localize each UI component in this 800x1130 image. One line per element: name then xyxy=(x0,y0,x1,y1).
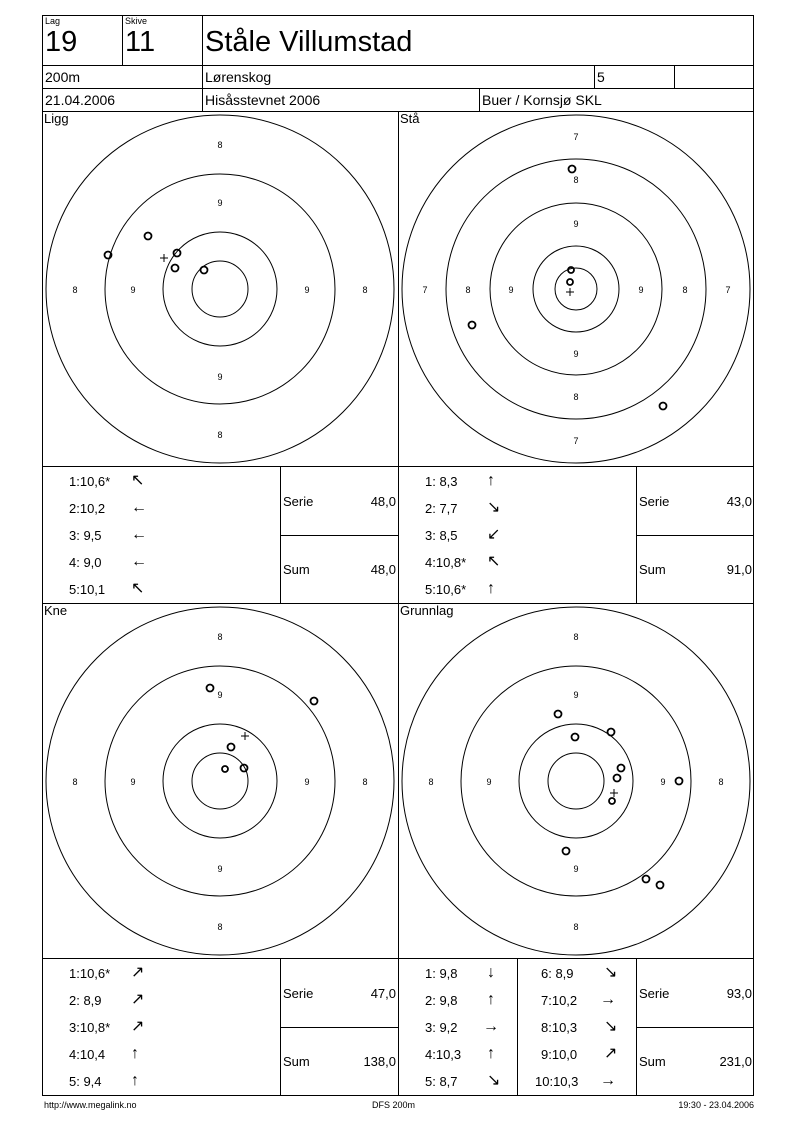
serie-label: Serie xyxy=(639,494,670,509)
target-sta-ring-labels xyxy=(422,132,730,446)
target-ligg-center-mark xyxy=(160,254,168,262)
shot-hole xyxy=(222,766,228,772)
ring-label: 8 xyxy=(362,285,368,295)
target-title: Ligg xyxy=(44,111,69,126)
ring-label: 9 xyxy=(573,349,579,359)
direction-arrow-icon: ← xyxy=(131,526,147,543)
ring-label: 8 xyxy=(573,632,579,642)
ring-label: 8 xyxy=(72,285,78,295)
shot-hole xyxy=(241,765,248,772)
shot-score: 5: 9,4 xyxy=(69,1074,102,1089)
ring-label: 9 xyxy=(638,285,644,295)
direction-arrow-icon: ↖ xyxy=(131,472,145,489)
sum-label: Sum xyxy=(283,562,310,577)
serie-label: Serie xyxy=(639,986,670,1001)
sum-value: 231,0 xyxy=(719,1054,752,1069)
ring-label: 9 xyxy=(508,285,514,295)
shot-score: 2: 7,7 xyxy=(425,501,458,516)
target-ligg xyxy=(46,115,394,463)
ring-label: 8 xyxy=(573,392,579,402)
target-sta-hits xyxy=(469,166,667,410)
ring-label: 9 xyxy=(304,285,310,295)
ring-label: 9 xyxy=(217,690,223,700)
shot-hole xyxy=(567,279,573,285)
ring-label: 9 xyxy=(573,864,579,874)
shooter-name: Ståle Villumstad xyxy=(205,26,413,58)
shot-hole xyxy=(145,233,152,240)
date: 21.04.2006 xyxy=(45,92,116,108)
shot-score: 3: 9,5 xyxy=(69,528,102,543)
target-grunnlag-ring-labels xyxy=(428,632,723,932)
shot-score: 1: 8,3 xyxy=(425,474,458,489)
direction-arrow-icon: ↑ xyxy=(487,1045,495,1062)
shot-score: 1:10,6* xyxy=(69,474,111,489)
target-grunnlag-center-mark xyxy=(610,789,618,797)
serie-value: 48,0 xyxy=(370,494,396,509)
ring-label: 8 xyxy=(428,777,434,787)
shot-score: 6: 8,9 xyxy=(541,966,574,981)
ring-label: 9 xyxy=(130,777,136,787)
target-kne-center-mark xyxy=(241,732,249,740)
shot-score: 3: 9,2 xyxy=(425,1020,458,1035)
distance: 200m xyxy=(45,69,81,85)
shot-score: 4: 9,0 xyxy=(69,555,102,570)
ring-label: 8 xyxy=(573,175,579,185)
serie-label: Serie xyxy=(283,986,314,1001)
target-kne-hits xyxy=(207,685,318,773)
place: Lørenskog xyxy=(205,69,272,85)
direction-arrow-icon: ← xyxy=(131,553,147,570)
shot-hole xyxy=(172,265,179,272)
ring-label: 8 xyxy=(465,285,471,295)
ring-label: 7 xyxy=(422,285,428,295)
shot-score: 2: 8,9 xyxy=(69,993,102,1008)
direction-arrow-icon: ↘ xyxy=(487,499,501,516)
ring-label: 9 xyxy=(217,372,223,382)
ring-label: 8 xyxy=(682,285,688,295)
serie-value: 43,0 xyxy=(726,494,752,509)
grid-lines xyxy=(42,15,754,1096)
ring-label: 8 xyxy=(217,922,223,932)
sum-value: 91,0 xyxy=(726,562,752,577)
shot-hole xyxy=(568,267,574,273)
target-ligg-ring-labels xyxy=(72,140,367,440)
lag-label: Lag xyxy=(45,16,61,26)
shot-score: 7:10,2 xyxy=(541,993,578,1008)
direction-arrow-icon: → xyxy=(600,1072,616,1089)
direction-arrow-icon: → xyxy=(600,991,616,1008)
shot-hole xyxy=(660,403,667,410)
shot-hole xyxy=(608,729,615,736)
shot-score: 5:10,6* xyxy=(425,582,467,597)
shot-hole xyxy=(207,685,214,692)
shot-hole xyxy=(469,322,476,329)
ring-label: 9 xyxy=(573,690,579,700)
sum-value: 138,0 xyxy=(363,1054,396,1069)
shot-hole xyxy=(572,734,579,741)
sum-label: Sum xyxy=(639,1054,666,1069)
direction-arrow-icon: ↑ xyxy=(487,580,495,597)
sum-label: Sum xyxy=(639,562,666,577)
shot-hole xyxy=(311,698,318,705)
ring-label: 8 xyxy=(217,430,223,440)
serie-value: 93,0 xyxy=(726,986,752,1001)
shot-score: 3: 8,5 xyxy=(425,528,458,543)
target-title: Kne xyxy=(44,603,68,618)
shot-score: 4:10,8* xyxy=(425,555,467,570)
footer-url[interactable]: http://www.megalink.no xyxy=(44,1100,137,1110)
direction-arrow-icon: ↑ xyxy=(487,472,495,489)
ring-label: 9 xyxy=(660,777,666,787)
class-value: 5 xyxy=(597,69,605,85)
ring-label: 8 xyxy=(362,777,368,787)
direction-arrow-icon: ↑ xyxy=(131,1045,139,1062)
ring-label: 9 xyxy=(573,219,579,229)
shot-score: 1:10,6* xyxy=(69,966,111,981)
direction-arrow-icon: ↘ xyxy=(487,1072,501,1089)
club-name: Buer / Kornsjø SKL xyxy=(482,92,602,108)
direction-arrow-icon: ← xyxy=(131,499,147,516)
direction-arrow-icon: ↗ xyxy=(131,964,145,981)
ring-label: 8 xyxy=(217,632,223,642)
direction-arrow-icon: → xyxy=(483,1018,499,1035)
skive-label: Skive xyxy=(125,16,148,26)
shot-score: 9:10,0 xyxy=(541,1047,578,1062)
shot-hole xyxy=(201,267,208,274)
ring-label: 7 xyxy=(573,436,579,446)
target-title: Grunnlag xyxy=(400,603,454,618)
direction-arrow-icon: ↘ xyxy=(604,964,618,981)
footer-timestamp: 19:30 - 23.04.2006 xyxy=(678,1100,754,1110)
ring-label: 8 xyxy=(573,922,579,932)
shot-score: 2:10,2 xyxy=(69,501,106,516)
direction-arrow-icon: ↑ xyxy=(131,1072,139,1089)
event-name: Hisåsstevnet 2006 xyxy=(205,92,321,108)
sum-value: 48,0 xyxy=(370,562,396,577)
shot-score: 5:10,1 xyxy=(69,582,106,597)
shot-hole xyxy=(609,798,615,804)
ring-label: 9 xyxy=(486,777,492,787)
sum-label: Sum xyxy=(283,1054,310,1069)
ring-label: 9 xyxy=(217,864,223,874)
shot-score: 4:10,4 xyxy=(69,1047,106,1062)
shot-hole xyxy=(618,765,625,772)
target-grunnlag xyxy=(402,607,750,955)
shot-score: 3:10,8* xyxy=(69,1020,111,1035)
serie-label: Serie xyxy=(283,494,314,509)
target-kne xyxy=(46,607,394,955)
ring-label: 7 xyxy=(725,285,731,295)
direction-arrow-icon: ↑ xyxy=(487,991,495,1008)
ring-label: 9 xyxy=(130,285,136,295)
shot-hole xyxy=(228,744,235,751)
target-grunnlag-hits xyxy=(555,711,683,889)
direction-arrow-icon: ↖ xyxy=(131,580,145,597)
serie-value: 47,0 xyxy=(370,986,396,1001)
shot-hole xyxy=(563,848,570,855)
shot-hole xyxy=(676,778,683,785)
direction-arrow-icon: ↖ xyxy=(487,553,501,570)
target-title: Stå xyxy=(400,111,420,126)
skive-value: 11 xyxy=(125,26,156,58)
lag-value: 19 xyxy=(45,26,78,58)
direction-arrow-icon: ↗ xyxy=(604,1045,618,1062)
ring-label: 7 xyxy=(573,132,579,142)
ring-label: 9 xyxy=(217,198,223,208)
shot-hole xyxy=(569,166,576,173)
direction-arrow-icon: ↙ xyxy=(487,526,501,543)
shot-score: 5: 8,7 xyxy=(425,1074,458,1089)
ring-label: 8 xyxy=(718,777,724,787)
direction-arrow-icon: ↓ xyxy=(487,964,495,981)
shot-score: 1: 9,8 xyxy=(425,966,458,981)
shot-hole xyxy=(555,711,562,718)
shot-hole xyxy=(657,882,664,889)
direction-arrow-icon: ↘ xyxy=(604,1018,618,1035)
footer-program: DFS 200m xyxy=(372,1100,416,1110)
shot-score: 10:10,3 xyxy=(535,1074,579,1089)
direction-arrow-icon: ↗ xyxy=(131,991,145,1008)
direction-arrow-icon: ↗ xyxy=(131,1018,145,1035)
ring-label: 9 xyxy=(304,777,310,787)
target-ligg-hits xyxy=(105,233,208,274)
shot-score: 8:10,3 xyxy=(541,1020,578,1035)
target-kne-ring-labels xyxy=(72,632,367,932)
shot-hole xyxy=(174,250,181,257)
shot-hole xyxy=(643,876,650,883)
shot-score: 2: 9,8 xyxy=(425,993,458,1008)
target-sta-center-mark xyxy=(566,288,574,296)
ring-label: 8 xyxy=(217,140,223,150)
ring-label: 8 xyxy=(72,777,78,787)
shot-score: 4:10,3 xyxy=(425,1047,462,1062)
shot-hole xyxy=(614,775,621,782)
